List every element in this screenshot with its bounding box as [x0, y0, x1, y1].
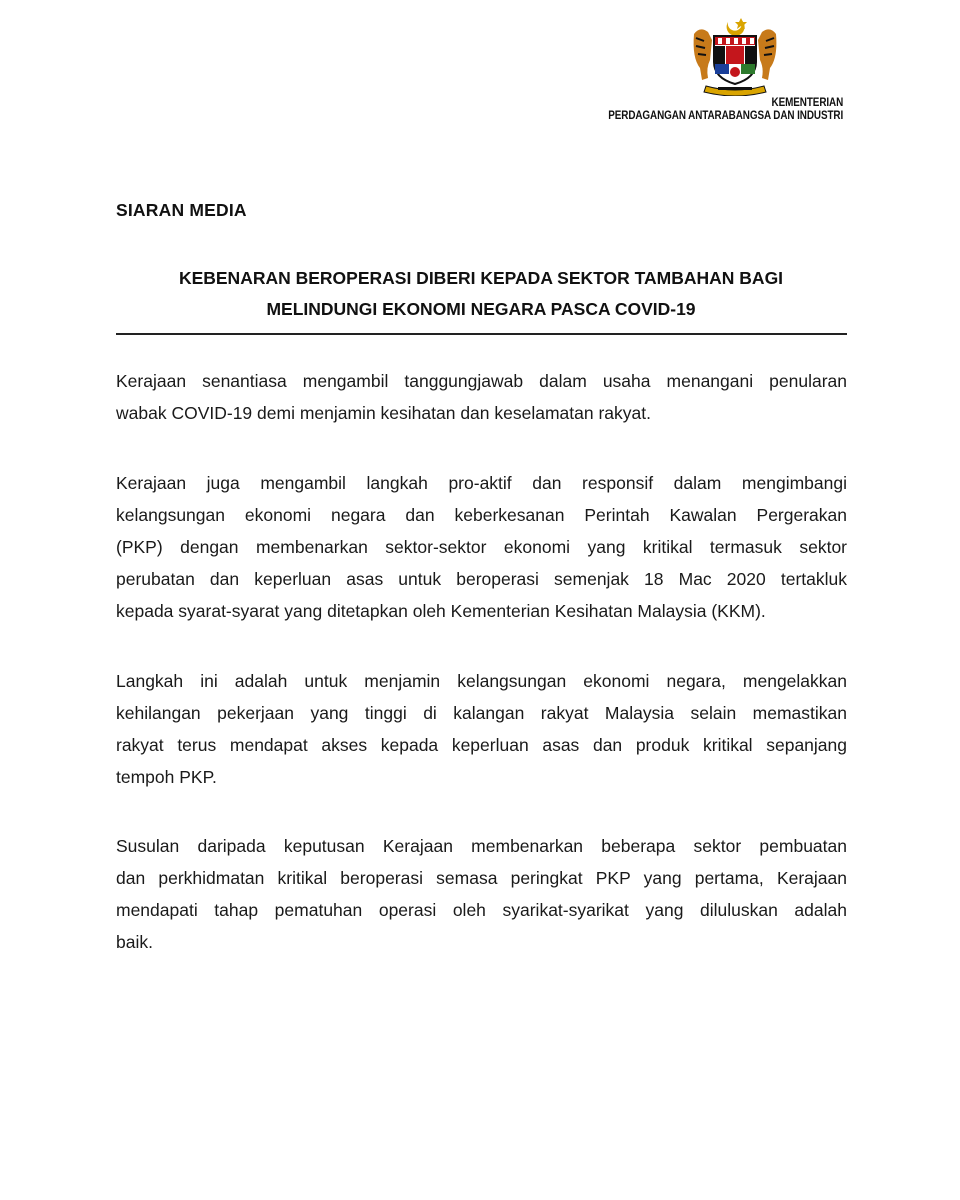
document-title: [116, 263, 846, 325]
paragraph-line: Susulan daripada keputusan Kerajaan membenarkan beberapa sektor pembuatan: [116, 836, 847, 856]
paragraph-line: kepada syarat-syarat yang ditetapkan oleh Kementerian Kesihatan Malaysia (KKM).: [116, 601, 766, 621]
paragraph-line: perubatan dan keperluan asas untuk beroperasi semenjak 18 Mac 2020 tertakluk: [116, 569, 847, 589]
paragraph-line: kehilangan pekerjaan yang tinggi di kalangan rakyat Malaysia selain memastikan: [116, 703, 847, 723]
paragraph-line: kelangsungan ekonomi negara dan keberkesanan Perintah Kawalan Pergerakan: [116, 505, 847, 525]
paragraph-line: baik.: [116, 932, 153, 952]
malaysia-coat-of-arms-icon: [688, 14, 782, 96]
title-line-2: MELINDUNGI EKONOMI NEGARA PASCA COVID-19: [266, 299, 696, 319]
ministry-name: [608, 97, 843, 123]
paragraph-3: [116, 665, 847, 793]
ministry-line-1: KEMENTERIAN: [771, 97, 843, 109]
paragraph-2: [116, 467, 847, 627]
paragraph-line: Kerajaan juga mengambil langkah pro-aktif dan responsif dalam mengimbangi: [116, 473, 847, 493]
paragraph-line: tempoh PKP.: [116, 767, 217, 787]
paragraph-line: Langkah ini adalah untuk menjamin kelangsungan ekonomi negara, mengelakkan: [116, 671, 847, 691]
paragraph-line: mendapati tahap pematuhan operasi oleh syarikat-syarikat yang diluluskan adalah: [116, 900, 847, 920]
paragraph-line: Kerajaan senantiasa mengambil tanggungjawab dalam usaha menangani penularan: [116, 371, 847, 391]
paragraph-line: wabak COVID-19 demi menjamin kesihatan dan keselamatan rakyat.: [116, 403, 651, 423]
paragraph-1: [116, 365, 847, 429]
paragraph-line: (PKP) dengan membenarkan sektor-sektor ekonomi yang kritikal termasuk sektor: [116, 537, 847, 557]
ministry-line-2: PERDAGANGAN ANTARABANGSA DAN INDUSTRI: [608, 110, 843, 122]
paragraph-4: [116, 830, 847, 958]
title-divider: [116, 333, 847, 335]
paragraph-line: rakyat terus mendapat akses kepada keperluan asas dan produk kritikal sepanjang: [116, 735, 847, 755]
paragraph-line: dan perkhidmatan kritikal beroperasi semasa peringkat PKP yang pertama, Kerajaan: [116, 868, 847, 888]
document-type-label: SIARAN MEDIA: [116, 200, 247, 220]
title-line-1: KEBENARAN BEROPERASI DIBERI KEPADA SEKTOR TAMBAHAN BAGI: [178, 268, 784, 288]
